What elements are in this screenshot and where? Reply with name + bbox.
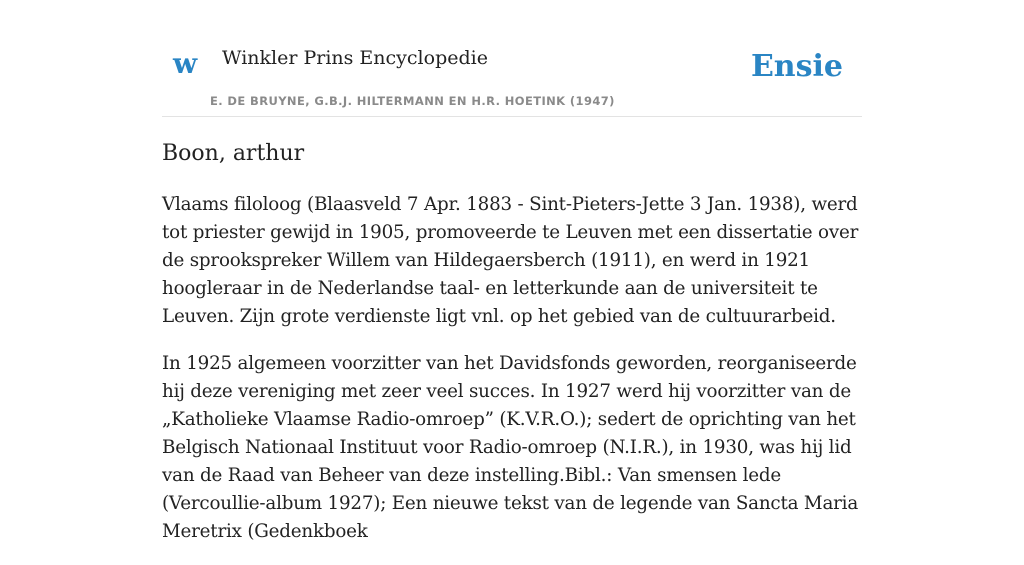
source-authors: E. DE BRUYNE, G.B.J. HILTERMANN EN H.R. HOETINK (1947) bbox=[210, 94, 615, 108]
article-paragraph-2: In 1925 algemeen voorzitter van het Davidsfonds geworden, reorganiseerde hij deze vereniging met zeer veel succes. In 1927 werd hij voorzitter van de „Katholieke Vlaamse Radio-omroep” (K.V.R.O.); sedert de oprichting van het Belgisch Nationaal Instituut voor Radio-omroep (N.I.R.), in 1930, was hij lid van de Raad van Beheer van deze instelling.Bibl.: Van smensen lede (Vercoullie-album 1927); Een nieuwe tekst van de legende van Sancta Maria Meretrix (Gedenkboek bbox=[162, 353, 859, 542]
ensie-logo-link[interactable]: Ensie bbox=[750, 49, 843, 84]
source-logo-link[interactable]: w bbox=[173, 47, 198, 80]
article-paragraph-1: Vlaams filoloog (Blaasveld 7 Apr. 1883 - Sint-Pieters-Jette 3 Jan. 1938), werd tot priester gewijd in 1905, promoveerde te Leuven met een dissertatie over de sprookspreker Willem van Hildegaersberch (1911), en werd in 1921 hoogleraar in de Nederlandse taal- en letterkunde aan de universiteit te Leuven. Zijn grote verdienste ligt vnl. op het gebied van de cultuurarbeid. bbox=[162, 194, 859, 327]
article-content bbox=[162, 138, 862, 565]
source-header bbox=[162, 0, 862, 117]
source-title-link[interactable]: Winkler Prins Encyclopedie bbox=[222, 47, 488, 69]
entry-title: Boon, arthur bbox=[162, 141, 305, 166]
